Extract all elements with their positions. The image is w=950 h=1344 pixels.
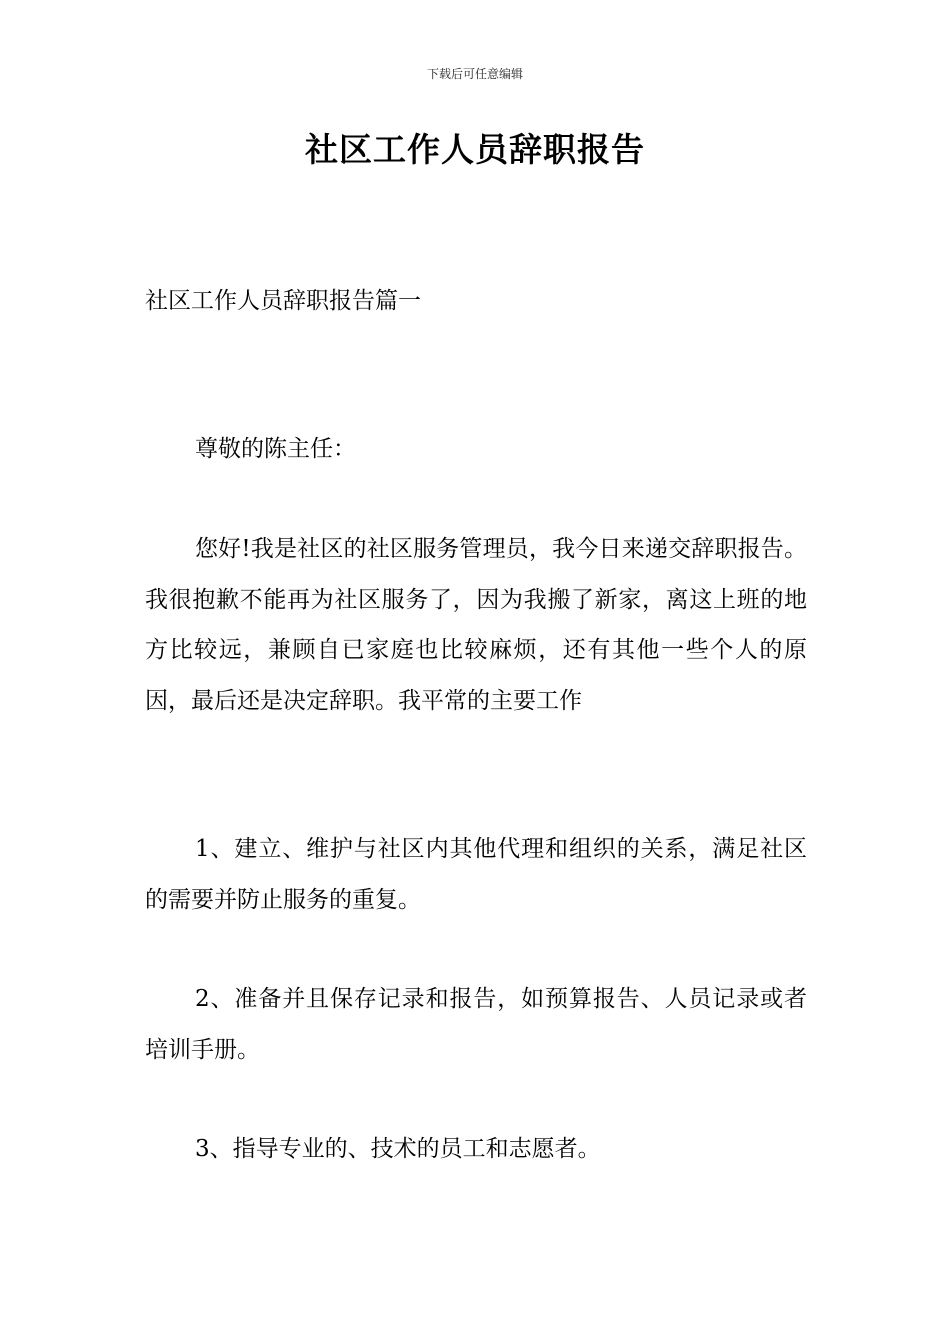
list-item: 1、建立、维护与社区内其他代理和组织的关系，满足社区的需要并防止服务的重复。 [145, 836, 807, 913]
list-item: 2、准备并且保存记录和报告，如预算报告、人员记录或者培训手册。 [145, 986, 807, 1063]
salutation-paragraph: 尊敬的陈主任： [195, 436, 356, 462]
list-item: 3、指导专业的、技术的员工和志愿者。 [195, 1136, 601, 1162]
document-title: 社区工作人员辞职报告 [305, 130, 645, 169]
section-heading: 社区工作人员辞职报告篇一 [145, 288, 421, 314]
header-note: 下载后可任意编辑 [426, 67, 523, 81]
intro-paragraph: 您好!我是社区的社区服务管理员，我今日来递交辞职报告。我很抱歉不能再为社区服务了，因为我搬了新家，离这上班的地方比较远，兼顾自已家庭也比较麻烦，还有其他一些个人的原因，最后还是决定辞职。我平常的主要工作 [145, 536, 807, 714]
